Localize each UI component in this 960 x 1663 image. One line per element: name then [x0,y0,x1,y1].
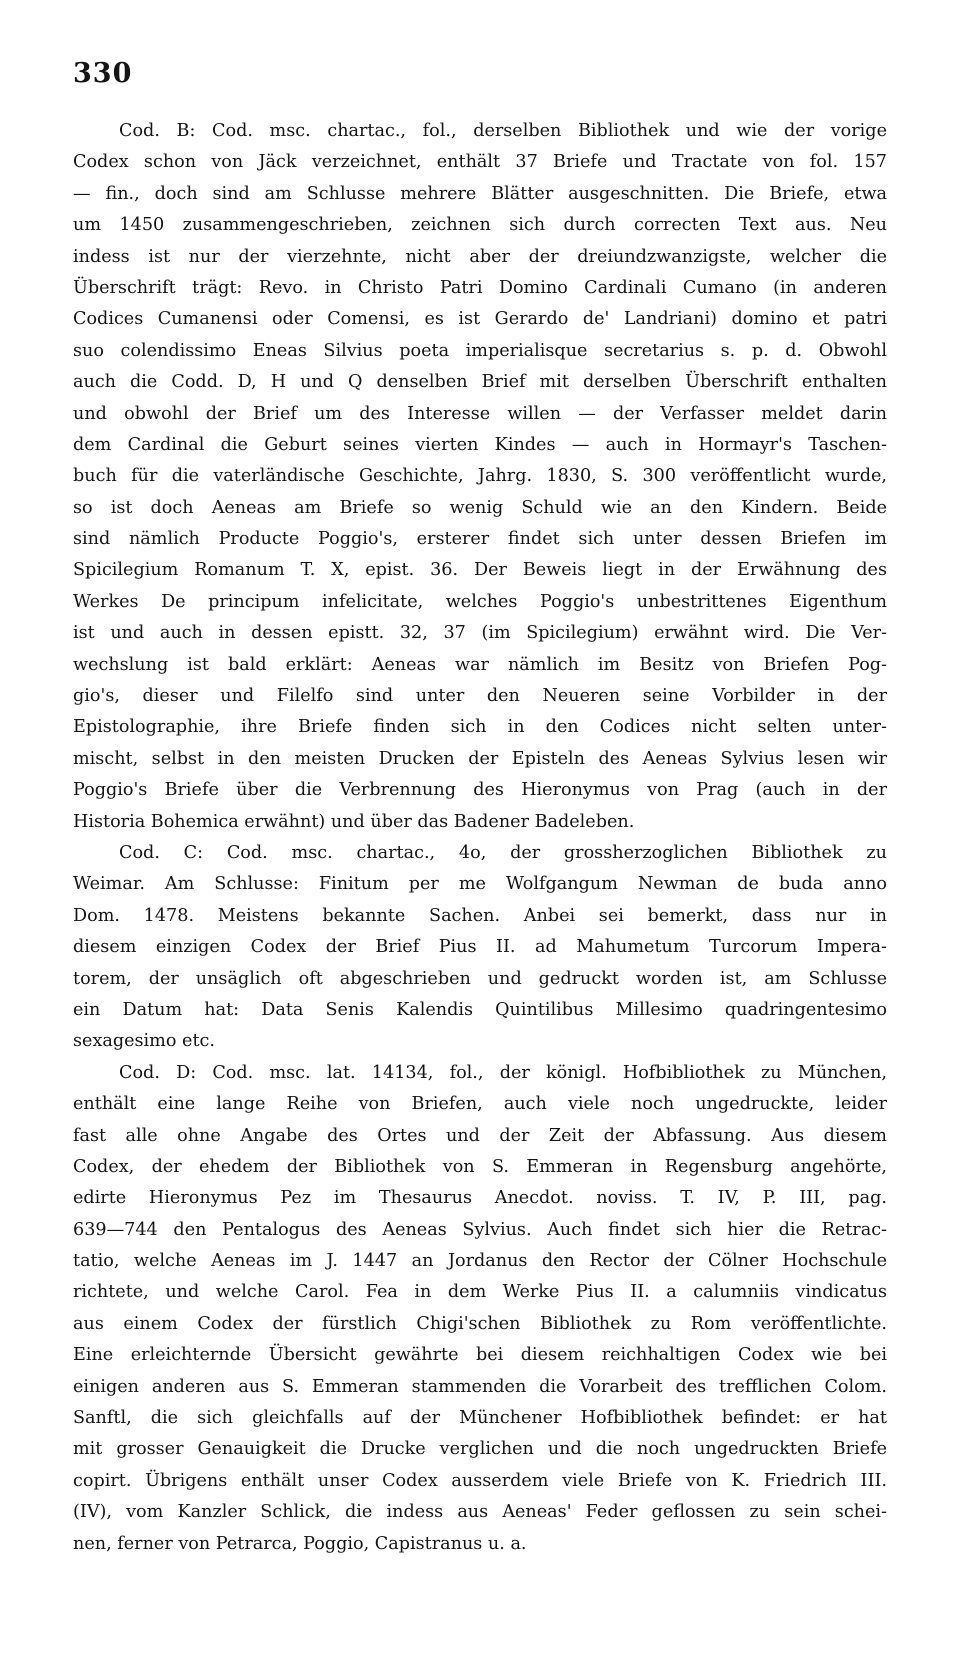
text-line: copirt. Übrigens enthält unser Codex ausserdem viele Briefe von K. Friedrich III. [73,1470,887,1491]
text-line: dem Cardinal die Geburt seines vierten Kindes — auch in Hormayr's Taschen- [73,434,887,455]
text-line: tatio, welche Aeneas im J. 1447 an Jordanus den Rector der Cölner Hochschule [73,1251,887,1272]
text-line: Sanftl, die sich gleichfalls auf der Münchener Hofbibliothek befindet: er hat [73,1408,887,1429]
page-number: 330 [73,58,133,89]
text-line: ein Datum hat: Data Senis Kalendis Quintilibus Millesimo quadringentesimo [73,999,887,1020]
text-line: sexagesimo etc. [73,1031,215,1052]
text-line: Historia Bohemica erwähnt) und über das Badener Badeleben. [73,811,635,832]
text-line: wechslung ist bald erklärt: Aeneas war nämlich im Besitz von Briefen Pog- [73,654,887,675]
text-line: Überschrift trägt: Revo. in Christo Patri Domino Cardinali Cumano (in anderen [73,277,887,298]
text-line: mischt, selbst in den meisten Drucken der Episteln des Aeneas Sylvius lesen wir [73,748,887,769]
body-text [73,116,887,1560]
text-line: ist und auch in dessen epistt. 32, 37 (im Spicilegium) erwähnt wird. Die Ver- [73,623,887,644]
text-line: Codices Cumanensi oder Comensi, es ist Gerardo de' Landriani) domino et patri [73,309,887,330]
text-line: enthält eine lange Reihe von Briefen, auch viele noch ungedruckte, leider [73,1094,887,1115]
text-line: Dom. 1478. Meistens bekannte Sachen. Anbei sei bemerkt, dass nur in [73,905,887,926]
text-line: nen, ferner von Petrarca, Poggio, Capistranus u. a. [73,1533,527,1554]
text-line: Codex, der ehedem der Bibliothek von S. Emmeran in Regensburg angehörte, [73,1156,887,1177]
text-line: aus einem Codex der fürstlich Chigi'schen Bibliothek zu Rom veröffentlichte. [73,1313,887,1334]
text-line: Codex schon von Jäck verzeichnet, enthält 37 Briefe und Tractate von fol. 157 [73,152,887,173]
text-line: 639—744 den Pentalogus des Aeneas Sylvius. Auch findet sich hier die Retrac- [73,1219,887,1240]
text-line: richtete, und welche Carol. Fea in dem Werke Pius II. a calumniis vindicatus [73,1282,887,1303]
text-line: auch die Codd. D, H und Q denselben Brief mit derselben Überschrift enthalten [73,372,887,393]
text-line: Poggio's Briefe über die Verbrennung des Hieronymus von Prag (auch in der [73,780,887,801]
text-line: fast alle ohne Angabe des Ortes und der Zeit der Abfassung. Aus diesem [73,1125,887,1146]
text-line: Werkes De principum infelicitate, welches Poggio's unbestrittenes Eigenthum [73,591,887,612]
text-line: torem, der unsäglich oft abgeschrieben und gedruckt worden ist, am Schlusse [73,968,887,989]
text-line: Spicilegium Romanum T. X, epist. 36. Der Beweis liegt in der Erwähnung des [73,560,887,581]
text-line: und obwohl der Brief um des Interesse willen — der Verfasser meldet darin [73,403,887,424]
text-line: buch für die vaterländische Geschichte, Jahrg. 1830, S. 300 veröffentlicht wurde, [73,466,887,487]
text-line: einigen anderen aus S. Emmeran stammenden die Vorarbeit des trefflichen Colom. [73,1376,887,1397]
text-line: suo colendissimo Eneas Silvius poeta imperialisque secretarius s. p. d. Obwohl [73,340,887,361]
text-line: Cod. D: Cod. msc. lat. 14134, fol., der königl. Hofbibliothek zu München, [119,1062,887,1083]
text-line: (IV), vom Kanzler Schlick, die indess aus Aeneas' Feder geflossen zu sein schei- [73,1502,887,1523]
text-line: gio's, dieser und Filelfo sind unter den Neueren seine Vorbilder in der [73,686,887,707]
text-line: Weimar. Am Schlusse: Finitum per me Wolfgangum Newman de buda anno [73,874,887,895]
text-line: edirte Hieronymus Pez im Thesaurus Anecdot. noviss. T. IV, P. III, pag. [73,1188,887,1209]
text-line: so ist doch Aeneas am Briefe so wenig Schuld wie an den Kindern. Beide [73,497,887,518]
text-line: um 1450 zusammengeschrieben, zeichnen sich durch correcten Text aus. Neu [73,215,887,236]
text-line: Cod. C: Cod. msc. chartac., 4o, der grossherzoglichen Bibliothek zu [119,842,887,863]
text-line: indess ist nur der vierzehnte, nicht aber der dreiundzwanzigste, welcher die [73,246,887,267]
text-line: — fin., doch sind am Schlusse mehrere Blätter ausgeschnitten. Die Briefe, etwa [73,183,887,204]
text-line: mit grosser Genauigkeit die Drucke verglichen und die noch ungedruckten Briefe [73,1439,887,1460]
text-line: Cod. B: Cod. msc. chartac., fol., derselben Bibliothek und wie der vorige [119,121,887,141]
text-line: diesem einzigen Codex der Brief Pius II. ad Mahumetum Turcorum Impera- [73,937,887,958]
text-line: sind nämlich Producte Poggio's, ersterer findet sich unter dessen Briefen im [73,529,887,550]
text-line: Epistolographie, ihre Briefe finden sich in den Codices nicht selten unter- [73,717,887,738]
text-line: Eine erleichternde Übersicht gewährte bei diesem reichhaltigen Codex wie bei [73,1345,887,1366]
